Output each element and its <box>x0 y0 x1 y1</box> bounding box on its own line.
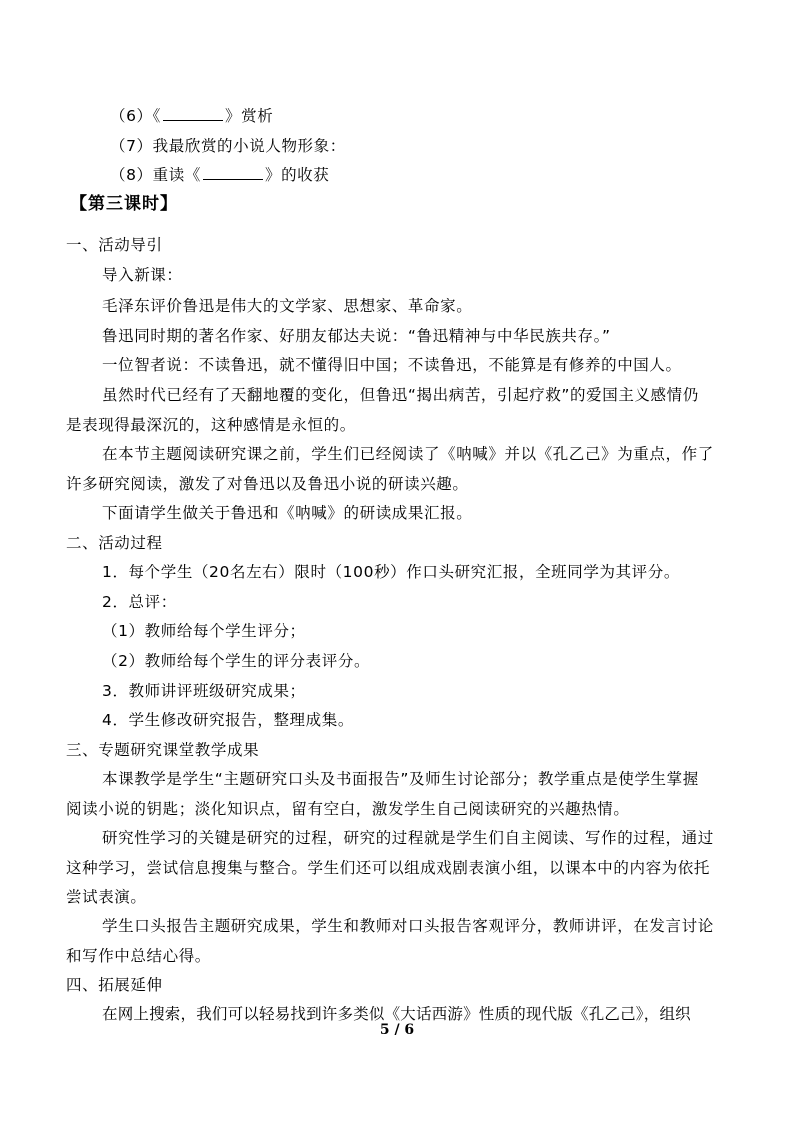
paragraph-line: 这种学习，尝试信息搜集与整合。学生们还可以组成戏剧表演小组，以课本中的内容为依托 <box>66 859 711 877</box>
page-number: 5 / 6 <box>379 1022 415 1038</box>
item-7: （7）我最欣赏的小说人物形象： <box>110 137 346 155</box>
list-item: 2．总评： <box>102 593 177 611</box>
paragraph-line: 毛泽东评价鲁迅是伟大的文学家、思想家、革命家。 <box>102 297 473 315</box>
list-item: （1）教师给每个学生评分； <box>102 622 306 640</box>
list-item: 4．学生修改研究报告，整理成集。 <box>102 711 354 729</box>
paragraph-line: 鲁迅同时期的著名作家、好朋友郁达夫说：“鲁迅精神与中华民族共存。” <box>102 327 611 345</box>
paragraph-line: 许多研究阅读，激发了对鲁迅以及鲁迅小说的研读兴趣。 <box>66 475 469 493</box>
paragraph-line: 在网上搜索，我们可以轻易找到许多类似《大话西游》性质的现代版《孔乙己》，组织 <box>102 1005 691 1023</box>
blank-line[interactable] <box>203 165 263 180</box>
paragraph-line: 导入新课： <box>102 266 183 284</box>
paragraph-line: 下面请学生做关于鲁迅和《呐喊》的研读成果汇报。 <box>102 504 473 522</box>
item-6: （6）《 》赏析 <box>110 107 274 125</box>
blank-line[interactable] <box>163 106 223 121</box>
heading-activity-intro: 一、活动导引 <box>66 236 163 254</box>
heading-extension: 四、拓展延伸 <box>66 976 163 994</box>
paragraph-line: 研究性学习的关键是研究的过程，研究的过程就是学生们自主阅读、写作的过程，通过 <box>102 829 714 847</box>
paragraph-line: 尝试表演。 <box>66 888 147 906</box>
list-item: （2）教师给每个学生的评分表评分。 <box>102 652 371 670</box>
list-item: 1．每个学生（20名左右）限时（100秒）作口头研究汇报，全班同学为其评分。 <box>102 563 680 581</box>
paragraph-line: 一位智者说：不读鲁迅，就不懂得旧中国；不读鲁迅，不能算是有修养的中国人。 <box>102 356 682 374</box>
section-title: 【第三课时】 <box>70 194 178 214</box>
paragraph-line: 学生口头报告主题研究成果，学生和教师对口头报告客观评分，教师讲评，在发言讨论 <box>102 917 714 935</box>
paragraph-line: 虽然时代已经有了天翻地覆的变化，但鲁迅“揭出病苦，引起疗救”的爱国主义感情仍 <box>102 386 699 404</box>
list-item: 3．教师讲评班级研究成果； <box>102 682 306 700</box>
paragraph-line: 是表现得最深沉的，这种感情是永恒的。 <box>66 416 356 434</box>
paragraph-line: 在本节主题阅读研究课之前，学生们已经阅读了《呐喊》并以《孔乙己》为重点，作了 <box>102 445 714 463</box>
paragraph-line: 本课教学是学生“主题研究口头及书面报告”及师生讨论部分；教学重点是使学生掌握 <box>102 770 699 788</box>
item-8: （8）重读《 》的收获 <box>110 166 330 184</box>
heading-activity-process: 二、活动过程 <box>66 534 163 552</box>
paragraph-line: 和写作中总结心得。 <box>66 947 211 965</box>
heading-results: 三、专题研究课堂教学成果 <box>66 741 260 759</box>
paragraph-line: 阅读小说的钥匙；淡化知识点，留有空白，激发学生自己阅读研究的兴趣热情。 <box>66 800 630 818</box>
